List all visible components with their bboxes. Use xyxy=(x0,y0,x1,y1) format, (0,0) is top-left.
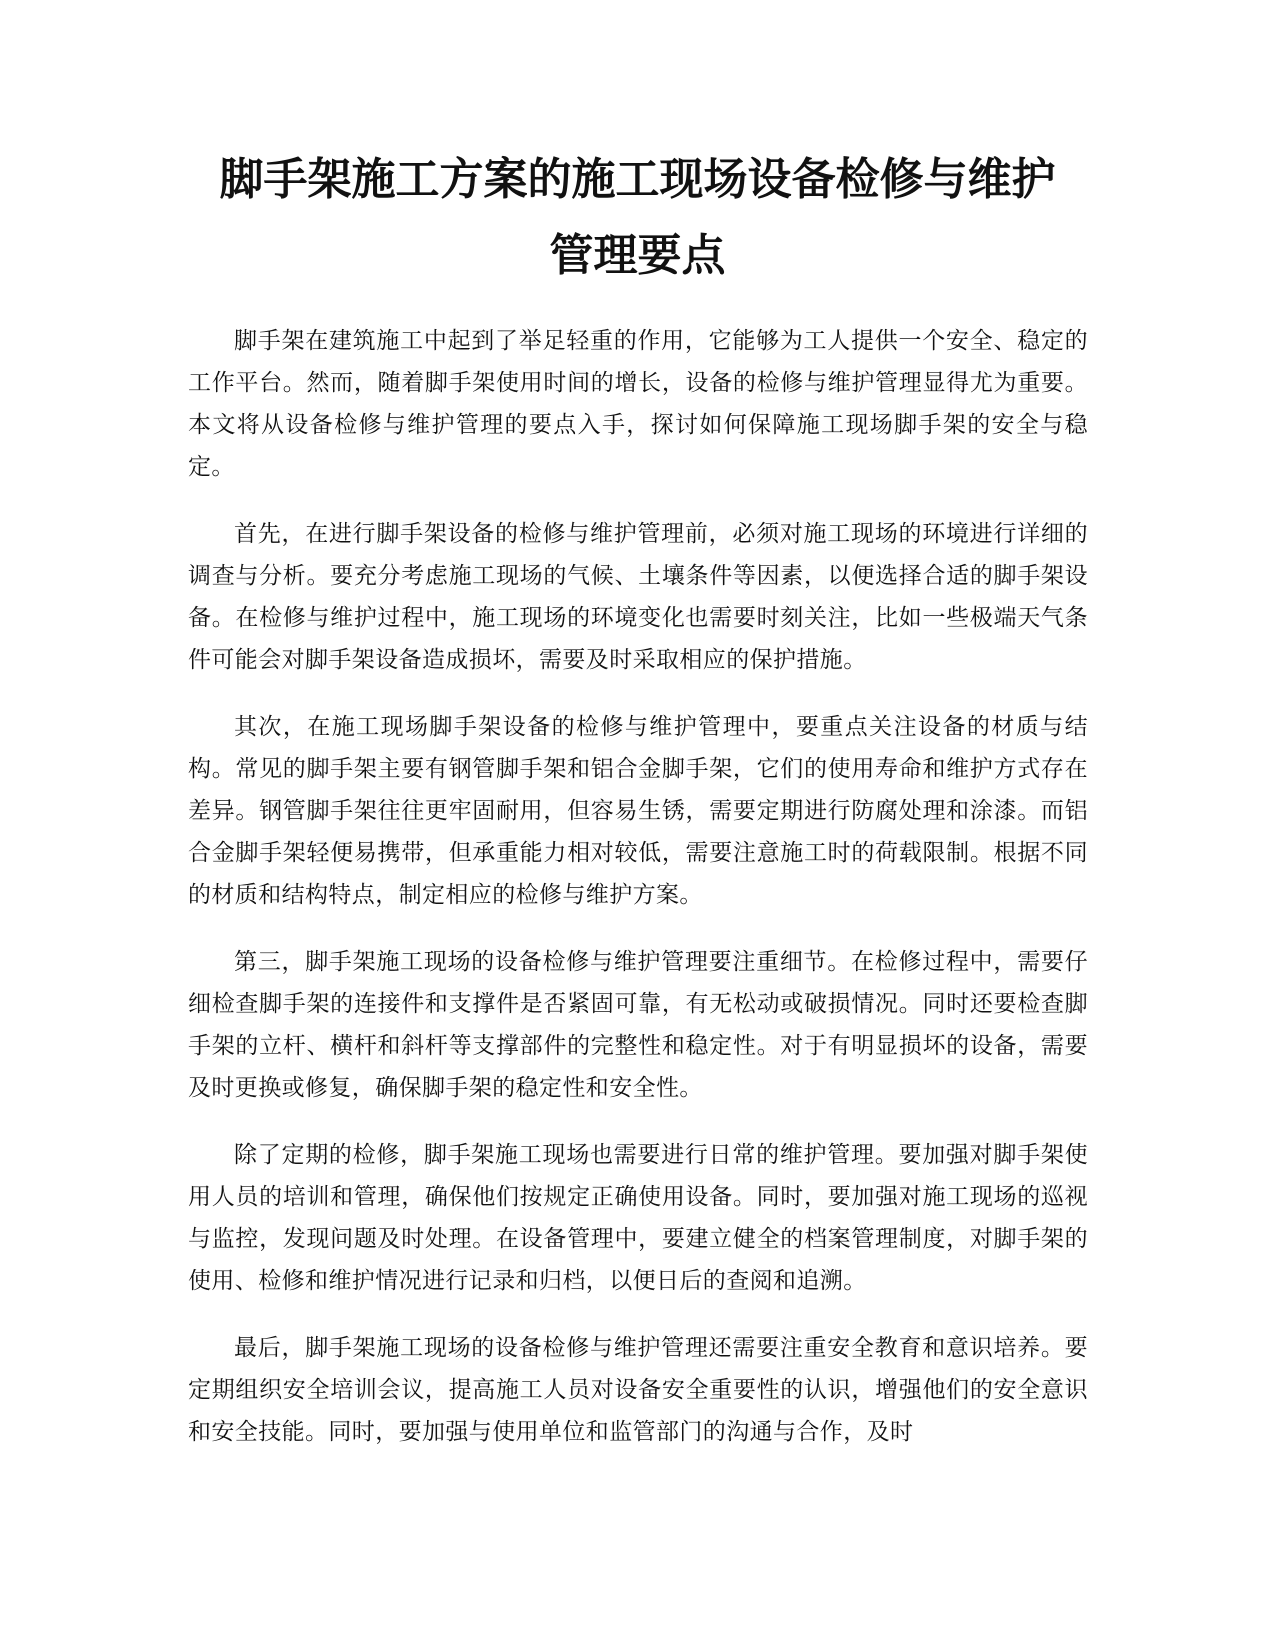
document-title xyxy=(185,142,1090,294)
paragraph-intro: 脚手架在建筑施工中起到了举足轻重的作用，它能够为工人提供一个安全、稳定的工作平台。然而，随着脚手架使用时间的增长，设备的检修与维护管理显得尤为重要。本文将从设备检修与维护管理的要点入手，探讨如何保障施工现场脚手架的安全与稳定。 xyxy=(188,328,1088,480)
document-body xyxy=(188,320,1088,1478)
paragraph-first: 首先，在进行脚手架设备的检修与维护管理前，必须对施工现场的环境进行详细的调查与分析。要充分考虑施工现场的气候、土壤条件等因素，以便选择合适的脚手架设备。在检修与维护过程中，施工现场的环境变化也需要时刻关注，比如一些极端天气条件可能会对脚手架设备造成损坏，需要及时采取相应的保护措施。 xyxy=(188,521,1088,673)
paragraph-last: 最后，脚手架施工现场的设备检修与维护管理还需要注重安全教育和意识培养。要定期组织安全培训会议，提高施工人员对设备安全重要性的认识，增强他们的安全意识和安全技能。同时，要加强与使用单位和监管部门的沟通与合作，及时 xyxy=(188,1335,1088,1445)
paragraph-third: 第三，脚手架施工现场的设备检修与维护管理要注重细节。在检修过程中，需要仔细检查脚手架的连接件和支撑件是否紧固可靠，有无松动或破损情况。同时还要检查脚手架的立杆、横杆和斜杆等支撑部件的完整性和稳定性。对于有明显损坏的设备，需要及时更换或修复，确保脚手架的稳定性和安全性。 xyxy=(188,949,1088,1101)
title-line-1: 脚手架施工方案的施工现场设备检修与维护 xyxy=(219,154,1056,205)
paragraph-second: 其次，在施工现场脚手架设备的检修与维护管理中，要重点关注设备的材质与结构。常见的脚手架主要有钢管脚手架和铝合金脚手架，它们的使用寿命和维护方式存在差异。钢管脚手架往往更牢固耐用，但容易生锈，需要定期进行防腐处理和涂漆。而铝合金脚手架轻便易携带，但承重能力相对较低，需要注意施工时的荷载限制。根据不同的材质和结构特点，制定相应的检修与维护方案。 xyxy=(188,714,1088,908)
paragraph-daily-maintenance: 除了定期的检修，脚手架施工现场也需要进行日常的维护管理。要加强对脚手架使用人员的培训和管理，确保他们按规定正确使用设备。同时，要加强对施工现场的巡视与监控，发现问题及时处理。在设备管理中，要建立健全的档案管理制度，对脚手架的使用、检修和维护情况进行记录和归档，以便日后的查阅和追溯。 xyxy=(188,1142,1088,1294)
title-line-2: 管理要点 xyxy=(549,230,726,281)
